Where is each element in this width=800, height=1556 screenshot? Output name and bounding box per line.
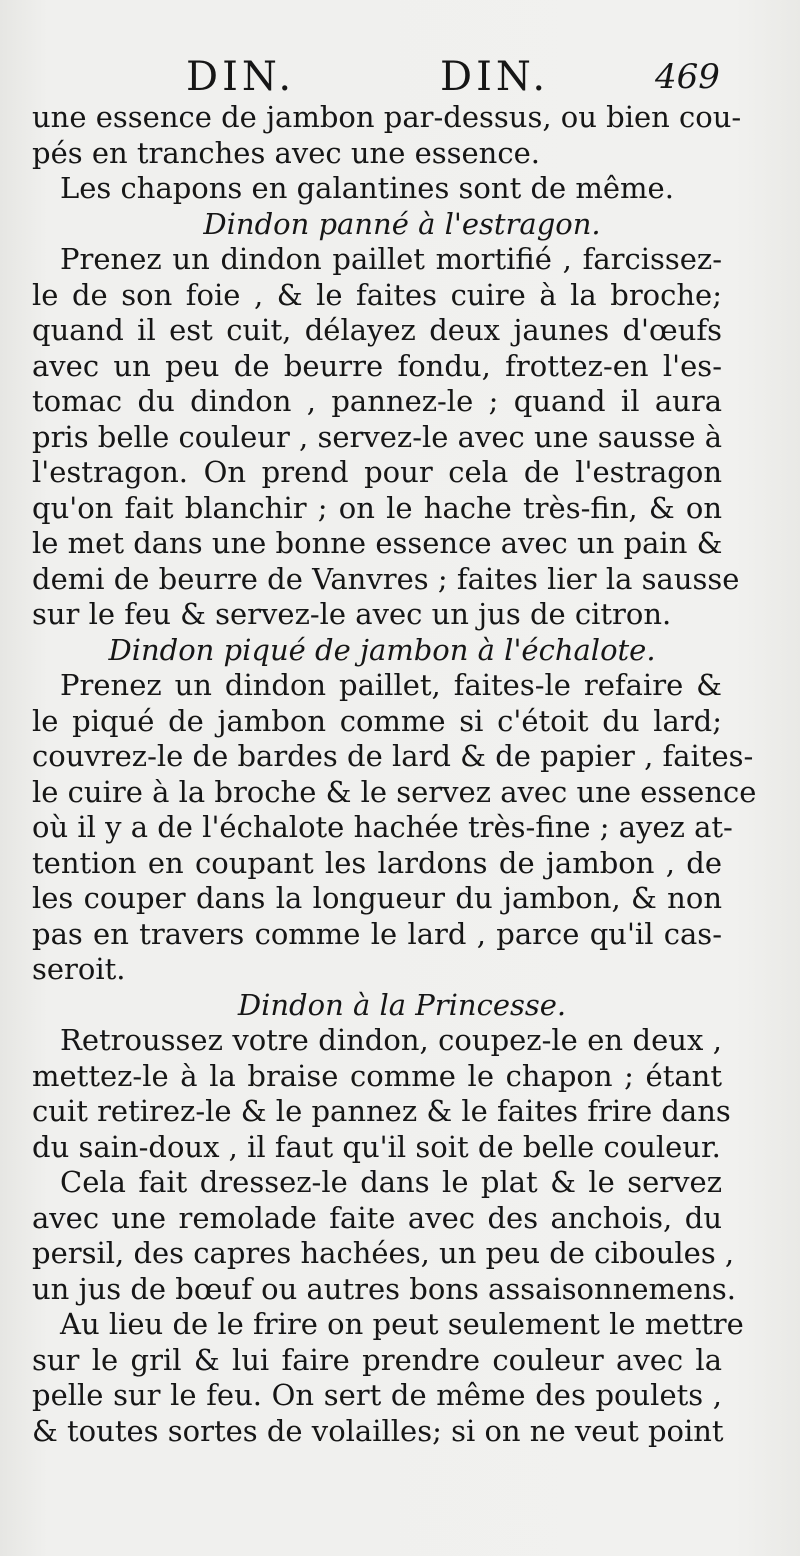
recipe-heading: Dindon à la Princesse. bbox=[237, 987, 567, 1022]
text-line: Les chapons en galantines sont de même. bbox=[60, 171, 674, 205]
text-line: pris belle couleur , servez-le avec une sausse à bbox=[32, 419, 722, 454]
text-line: demi de beurre de Vanvres ; faites lier la sausse bbox=[32, 561, 740, 596]
text-line: pés en tranches avec une essence. bbox=[32, 135, 540, 170]
text-line: qu'on fait blanchir ; on le hache très-fin, & on bbox=[32, 490, 722, 525]
text-line: cuit retirez-le & le pannez & le faites frire dans bbox=[32, 1094, 731, 1128]
page-number: 469 bbox=[655, 57, 720, 97]
text-line: seroit. bbox=[32, 952, 126, 986]
text-line: pelle sur le feu. On sert de même des poulets , bbox=[32, 1378, 722, 1412]
running-head bbox=[0, 52, 800, 102]
text-line: persil, des capres hachées, un peu de ciboules , bbox=[32, 1236, 735, 1270]
text-line: le cuire à la broche & le servez avec une essence bbox=[32, 774, 757, 809]
text-line: le de son foie , & le faites cuire à la broche; bbox=[32, 277, 722, 312]
text-line: quand il est cuit, délayez deux jaunes d'œufs bbox=[32, 313, 722, 347]
text-line: du sain-doux , il faut qu'il soit de belle couleur. bbox=[32, 1129, 721, 1164]
recipe-heading: Dindon piqué de jambon à l'échalote. bbox=[108, 632, 656, 667]
running-head-right: DIN. bbox=[440, 54, 550, 100]
recipe-heading: Dindon panné à l'estragon. bbox=[203, 206, 601, 241]
text-line: Prenez un dindon paillet, faites-le refaire & bbox=[60, 668, 722, 702]
text-line: un jus de bœuf ou autres bons assaisonnemens. bbox=[32, 1271, 736, 1306]
text-line: Au lieu de le frire on peut seulement le mettre bbox=[60, 1307, 744, 1341]
text-line: sur le feu & servez-le avec un jus de citron. bbox=[32, 597, 672, 631]
text-line: où il y a de l'échalote hachée très-fine ; ayez at- bbox=[32, 810, 733, 844]
text-line: les couper dans la longueur du jambon, & non bbox=[32, 881, 722, 915]
running-head-left: DIN. bbox=[186, 54, 296, 100]
text-line: le piqué de jambon comme si c'étoit du lard; bbox=[32, 703, 722, 738]
text-line: Cela fait dressez-le dans le plat & le servez bbox=[60, 1165, 722, 1199]
text-line: Prenez un dindon paillet mortifié , farcissez- bbox=[60, 242, 722, 276]
text-line: tention en coupant les lardons de jambon , de bbox=[32, 845, 722, 880]
text-line: avec un peu de beurre fondu, frottez-en l'es- bbox=[32, 348, 722, 383]
text-line: une essence de jambon par-dessus, ou bien cou- bbox=[32, 100, 742, 134]
text-line: pas en travers comme le lard , parce qu'il cas- bbox=[32, 916, 722, 951]
text-line: tomac du dindon , pannez-le ; quand il aura bbox=[32, 384, 722, 418]
text-line: mettez-le à la braise comme le chapon ; étant bbox=[32, 1058, 722, 1093]
text-line: l'estragon. On prend pour cela de l'estragon bbox=[32, 455, 722, 489]
text-line: Retroussez votre dindon, coupez-le en deux , bbox=[60, 1023, 722, 1057]
text-line: & toutes sortes de volailles; si on ne veut point bbox=[32, 1413, 724, 1448]
text-line: couvrez-le de bardes de lard & de papier , faites- bbox=[32, 739, 754, 773]
text-line: le met dans une bonne essence avec un pain & bbox=[32, 526, 723, 560]
text-line: avec une remolade faite avec des anchois, du bbox=[32, 1200, 722, 1235]
body-text bbox=[32, 100, 757, 1449]
text-line: sur le gril & lui faire prendre couleur avec la bbox=[32, 1342, 722, 1377]
